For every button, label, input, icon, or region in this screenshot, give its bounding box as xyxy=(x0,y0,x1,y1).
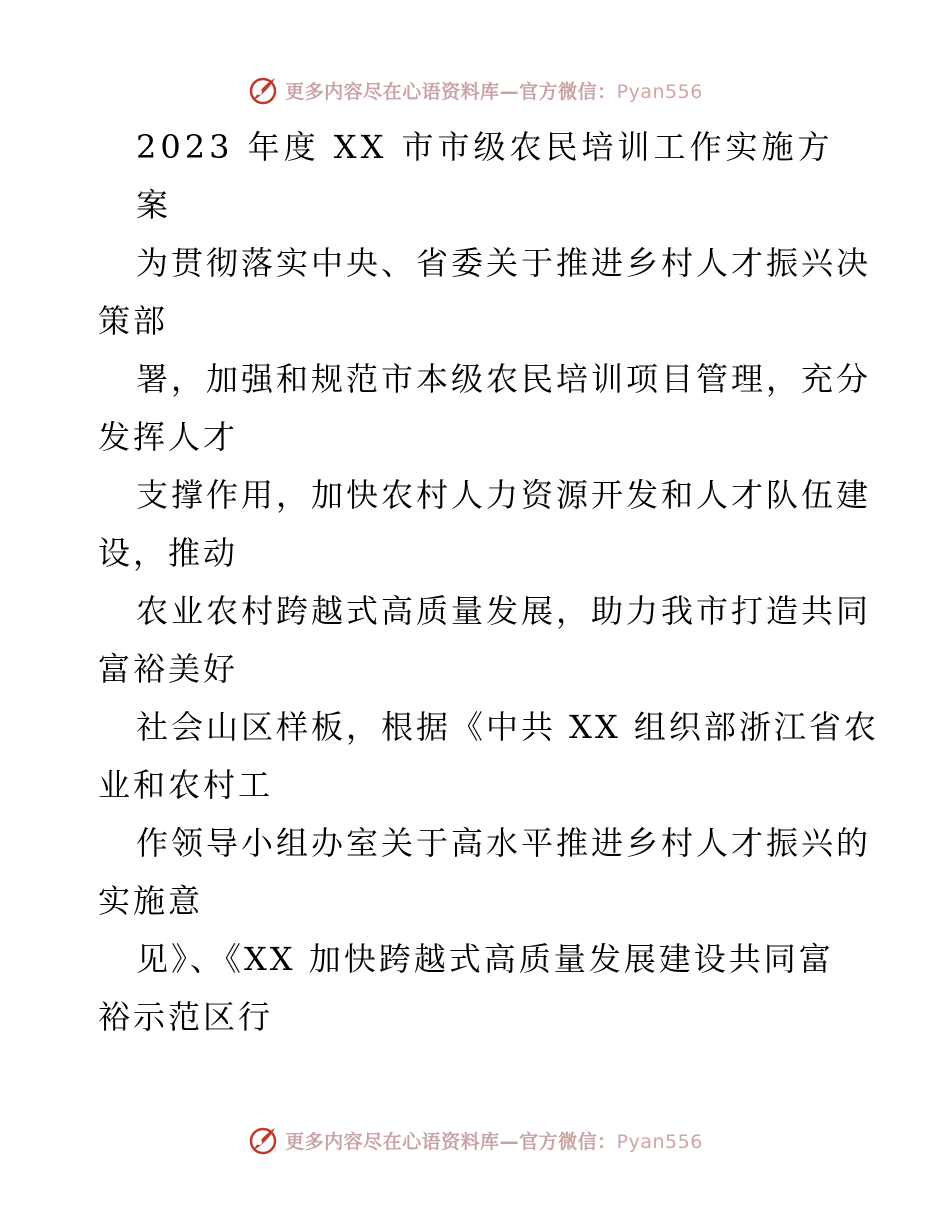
footer-watermark xyxy=(0,1120,950,1160)
paragraph-line: 裕示范区行 xyxy=(98,998,274,1036)
red-feather-seal-icon xyxy=(247,74,279,106)
paragraph-line: 社会山区样板，根据《中共 XX 组织部浙江省农 xyxy=(136,708,879,746)
wechat-id: Pyan556 xyxy=(616,1130,703,1153)
header-watermark xyxy=(0,70,950,110)
paragraph-line: 署，加强和规范市本级农民培训项目管理，充分 xyxy=(136,360,872,398)
watermark-text: 更多内容尽在心语资料库—官方微信：Pyan556 xyxy=(285,1130,703,1153)
paragraph-line: 实施意 xyxy=(98,882,204,920)
paragraph-line: 作领导小组办室关于高水平推进乡村人才振兴的 xyxy=(136,824,872,862)
paragraph-line: 策部 xyxy=(98,302,169,340)
paragraph-line: 设，推动 xyxy=(98,534,239,572)
paragraph-line: 支撑作用，加快农村人力资源开发和人才队伍建 xyxy=(136,476,872,514)
watermark-text: 更多内容尽在心语资料库—官方微信：Pyan556 xyxy=(285,80,703,103)
paragraph-line: 见》、《XX 加快跨越式高质量发展建设共同富 xyxy=(136,940,834,978)
document-title-line-2: 案 xyxy=(136,186,173,224)
red-feather-seal-icon xyxy=(247,1124,279,1156)
paragraph-line: 农业农村跨越式高质量发展，助力我市打造共同 xyxy=(136,592,872,630)
paragraph-line: 为贯彻落实中央、省委关于推进乡村人才振兴决 xyxy=(136,244,872,282)
paragraph-line: 业和农村工 xyxy=(98,766,274,804)
wechat-id: Pyan556 xyxy=(616,80,703,103)
paragraph-line: 富裕美好 xyxy=(98,650,239,688)
document-body xyxy=(0,118,950,1046)
document-title-line-1: 2023 年度 XX 市市级农民培训工作实施方 xyxy=(136,128,834,166)
paragraph-line: 发挥人才 xyxy=(98,418,239,456)
